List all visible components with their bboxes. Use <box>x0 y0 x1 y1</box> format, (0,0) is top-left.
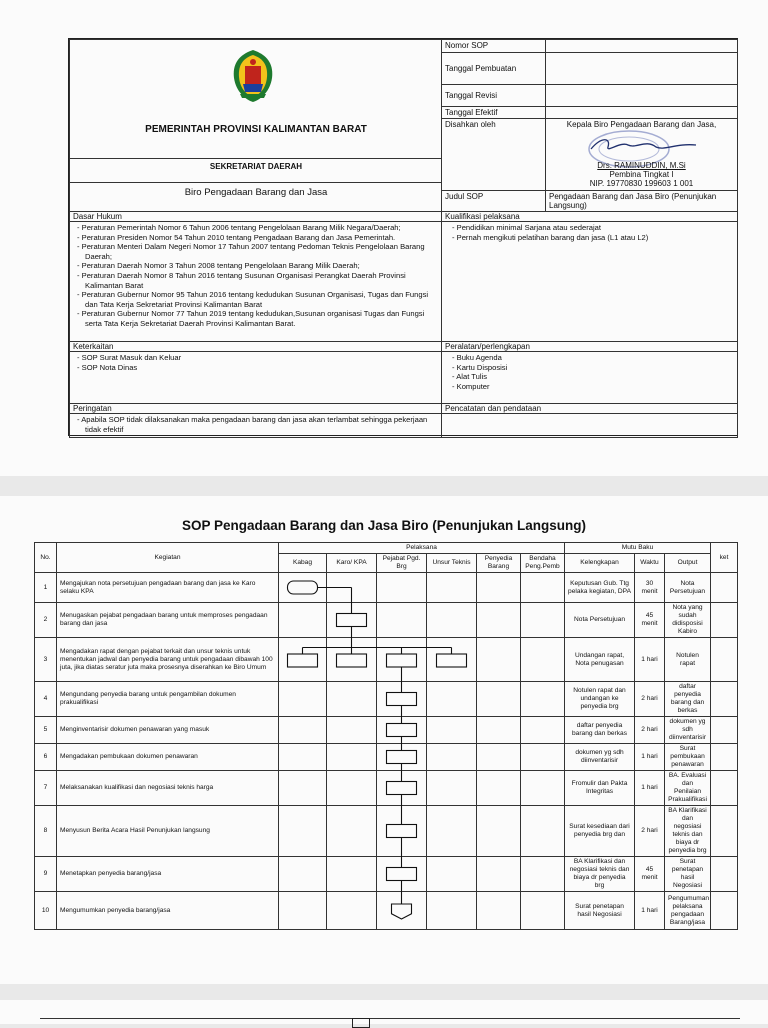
lane-unsur <box>427 857 477 892</box>
lane-unsur <box>427 744 477 771</box>
keterkaitan-item: - SOP Nota Dinas <box>73 363 438 373</box>
pencatatan-cell <box>442 404 738 438</box>
row-kelengkapan: dokumen yg sdh diinventarisir <box>565 744 635 771</box>
dept-title: SEKRETARIAT DAERAH <box>209 162 303 171</box>
lane-pejabat <box>377 771 427 806</box>
next-page-process-box <box>352 1018 370 1028</box>
gov-title: PEMERINTAH PROVINSI KALIMANTAN BARAT <box>145 124 367 135</box>
table-row <box>35 771 738 806</box>
row-waktu: 2 hari <box>635 717 665 744</box>
sop-cover-sheet <box>68 38 738 436</box>
dasar-hukum-item: - Peraturan Menteri Dalam Negeri Nomor 17 Tahun 2007 tentang Pedoman Teknis Pengelolaan Barang Daerah; <box>73 242 438 261</box>
lane-karo <box>327 573 377 603</box>
lane-kabag <box>279 771 327 806</box>
row-ket <box>711 771 738 806</box>
row-no: 1 <box>35 573 57 603</box>
col-pelaksana: Pelaksana <box>279 543 565 554</box>
col-kelengkapan: Kelengkapan <box>565 554 635 573</box>
value-tanggal-revisi <box>546 85 738 107</box>
row-no: 3 <box>35 638 57 682</box>
lane-penyedia <box>477 573 521 603</box>
row-waktu: 1 hari <box>635 771 665 806</box>
lane-penyedia <box>477 682 521 717</box>
row-output: Surat penetapan hasil Negosiasi <box>665 857 711 892</box>
lane-karo <box>327 717 377 744</box>
lane-unsur <box>427 892 477 930</box>
label-tanggal-efektif: Tanggal Efektif <box>442 107 546 119</box>
lane-bendahara <box>521 771 565 806</box>
row-ket <box>711 892 738 930</box>
row-no: 9 <box>35 857 57 892</box>
lane-unsur <box>427 603 477 638</box>
label-judul-sop: Judul SOP <box>442 191 546 212</box>
row-kelengkapan: daftar penyedia barang dan berkas <box>565 717 635 744</box>
lane-penyedia <box>477 806 521 857</box>
lane-penyedia <box>477 892 521 930</box>
lane-karo <box>327 682 377 717</box>
row-output: Notulen rapat <box>665 638 711 682</box>
lane-kabag <box>279 857 327 892</box>
dasar-hukum-item: - Peraturan Gubernur Nomor 77 Tahun 2019 tentang kedudukan,Susunan organisasi Tugas dan Fungsi serta Tata Kerja Sekretariat Daerah Provinsi Kalimantan Barat. <box>73 309 438 328</box>
dasar-hukum-title: Dasar Hukum <box>70 212 441 222</box>
row-ket <box>711 744 738 771</box>
row-ket <box>711 717 738 744</box>
lane-bendahara <box>521 603 565 638</box>
keterkaitan-item: - SOP Surat Masuk dan Keluar <box>73 353 438 363</box>
lane-karo <box>327 603 377 638</box>
dasar-hukum-item: - Peraturan Pemerintah Nomor 6 Tahun 2006 tentang Pengelolaan Barang Milik Negara/Daerah; <box>73 223 438 233</box>
row-kelengkapan: Nota Persetujuan <box>565 603 635 638</box>
row-no: 10 <box>35 892 57 930</box>
row-ket <box>711 682 738 717</box>
lane-penyedia <box>477 771 521 806</box>
lane-kabag <box>279 573 327 603</box>
row-no: 4 <box>35 682 57 717</box>
kualifikasi-cell <box>442 212 738 342</box>
next-page-partial <box>0 1000 768 1024</box>
col-role: Kabag <box>279 554 327 573</box>
table-row <box>35 682 738 717</box>
lane-unsur <box>427 682 477 717</box>
lane-bendahara <box>521 717 565 744</box>
table-row <box>35 892 738 930</box>
signature <box>586 135 706 155</box>
lane-pejabat <box>377 682 427 717</box>
row-output: Surat pembukaan penawaran <box>665 744 711 771</box>
peralatan-cell <box>442 342 738 404</box>
lane-pejabat <box>377 857 427 892</box>
lane-pejabat <box>377 573 427 603</box>
row-waktu: 1 hari <box>635 744 665 771</box>
lane-pejabat <box>377 603 427 638</box>
lane-karo <box>327 857 377 892</box>
lane-kabag <box>279 603 327 638</box>
peringatan-cell <box>70 404 442 438</box>
pencatatan-title: Pencatatan dan pendataan <box>442 404 737 414</box>
lane-kabag <box>279 892 327 930</box>
lane-unsur <box>427 771 477 806</box>
sop-cover-table <box>69 39 738 438</box>
kualifikasi-title: Kualifikasi pelaksana <box>442 212 737 222</box>
col-role: Unsur Teknis <box>427 554 477 573</box>
lane-penyedia <box>477 857 521 892</box>
row-output: BA. Evaluasi dan Penilaian Prakualifikasi <box>665 771 711 806</box>
peralatan-item: - Alat Tulis <box>448 372 734 382</box>
table-row <box>35 857 738 892</box>
lane-unsur <box>427 717 477 744</box>
kualifikasi-list <box>442 222 737 242</box>
label-tanggal-revisi: Tanggal Revisi <box>442 85 546 107</box>
row-kegiatan: Melaksanakan kualifikasi dan negosiasi teknis harga <box>57 771 279 806</box>
lane-bendahara <box>521 744 565 771</box>
dasar-hukum-item: - Peraturan Gubernur Nomor 95 Tahun 2016 tentang kedudukan Susunan Organisasi, Tugas dan Fungsi dan Tata Kerja Sekretariat Provinsi Kalimantan Barat <box>73 290 438 309</box>
label-nomor-sop: Nomor SOP <box>442 40 546 53</box>
lane-pejabat <box>377 744 427 771</box>
dasar-hukum-item: - Peraturan Daerah Nomor 3 Tahun 2008 tentang Pengelolaan Barang Milik Daerah; <box>73 261 438 271</box>
row-waktu: 2 hari <box>635 806 665 857</box>
lane-unsur <box>427 806 477 857</box>
lane-penyedia <box>477 638 521 682</box>
row-ket <box>711 603 738 638</box>
row-output: Nota yang sudah didisposisi Kabiro <box>665 603 711 638</box>
col-role: Penyedia Barang <box>477 554 521 573</box>
peralatan-item: - Komputer <box>448 382 734 392</box>
peralatan-title: Peralatan/perlengkapan <box>442 342 737 352</box>
row-kelengkapan: Surat penetapan hasil Negosiasi <box>565 892 635 930</box>
row-output: daftar penyedia barang dan berkas <box>665 682 711 717</box>
row-no: 2 <box>35 603 57 638</box>
lane-kabag <box>279 744 327 771</box>
lane-penyedia <box>477 717 521 744</box>
value-tanggal-efektif <box>546 107 738 119</box>
flowchart-table <box>34 542 738 930</box>
row-no: 7 <box>35 771 57 806</box>
kualifikasi-item: - Pendidikan minimal Sarjana atau sederajat <box>448 223 734 233</box>
lane-pejabat <box>377 806 427 857</box>
value-judul-sop: Pengadaan Barang dan Jasa Biro (Penunjukan Langsung) <box>546 191 738 212</box>
lane-bendahara <box>521 892 565 930</box>
approval-name: Drs. RAMINUDDIN, M.Si <box>597 161 686 170</box>
col-role: Pejabat Pgd. Brg <box>377 554 427 573</box>
lane-pejabat <box>377 717 427 744</box>
lane-bendahara <box>521 682 565 717</box>
table-row <box>35 744 738 771</box>
row-kegiatan: Mengumumkan penyedia barang/jasa <box>57 892 279 930</box>
row-kelengkapan: Surat kesediaan dari penyedia brg dan <box>565 806 635 857</box>
flowchart-table-wrap <box>34 542 737 930</box>
row-waktu: 2 hari <box>635 682 665 717</box>
approval-block <box>546 119 738 191</box>
row-ket <box>711 638 738 682</box>
row-ket <box>711 573 738 603</box>
approval-nip: NIP. 19770830 199603 1 001 <box>589 179 694 188</box>
lane-bendahara <box>521 806 565 857</box>
lane-unsur <box>427 638 477 682</box>
lane-bendahara <box>521 573 565 603</box>
col-kegiatan: Kegiatan <box>57 543 279 573</box>
col-role: Bendaha Peng.Pemb <box>521 554 565 573</box>
table-row <box>35 717 738 744</box>
table-row <box>35 806 738 857</box>
peralatan-list <box>442 352 737 391</box>
flowchart-body <box>35 573 738 930</box>
table-row <box>35 573 738 603</box>
table-row <box>35 638 738 682</box>
lane-karo <box>327 892 377 930</box>
row-no: 5 <box>35 717 57 744</box>
lane-pejabat <box>377 892 427 930</box>
dasar-hukum-item: - Peraturan Daerah Nomor 8 Tahun 2016 tentang Susunan Organisasi Perangkat Daerah Provinsi Kalimantan Barat <box>73 271 438 290</box>
peringatan-list <box>70 414 441 435</box>
dasar-hukum-item: - Peraturan Presiden Nomor 54 Tahun 2010 tentang Pengadaan Barang dan Jasa Pemerintah. <box>73 233 438 243</box>
approval-title: Kepala Biro Pengadaan Barang dan Jasa, <box>566 120 717 129</box>
kualifikasi-item: - Pernah mengikuti pelatihan barang dan jasa (L1 atau L2) <box>448 233 734 243</box>
lane-kabag <box>279 638 327 682</box>
row-kelengkapan: Notulen rapat dan undangan ke penyedia brg <box>565 682 635 717</box>
peringatan-item: - Apabila SOP tidak dilaksanakan maka pengadaan barang dan jasa akan terlambat sehingga pekerjaan tidak efektif <box>73 415 438 434</box>
lane-penyedia <box>477 744 521 771</box>
row-output: dokumen yg sdh diinventarisir <box>665 717 711 744</box>
header-block <box>70 40 442 212</box>
provincial-logo <box>230 48 276 104</box>
peralatan-item: - Buku Agenda <box>448 353 734 363</box>
row-no: 6 <box>35 744 57 771</box>
peringatan-title: Peringatan <box>70 404 441 414</box>
row-no: 8 <box>35 806 57 857</box>
col-output: Output <box>665 554 711 573</box>
lane-kabag <box>279 682 327 717</box>
row-kegiatan: Menugaskan pejabat pengadaan barang untuk memproses pengadaan barang dan jasa <box>57 603 279 638</box>
label-disahkan-oleh: Disahkan oleh <box>442 119 546 191</box>
flowchart-title: SOP Pengadaan Barang dan Jasa Biro (Penunjukan Langsung) <box>181 518 587 533</box>
keterkaitan-title: Keterkaitan <box>70 342 441 352</box>
row-kelengkapan: Fromulir dan Pakta Integritas <box>565 771 635 806</box>
lane-bendahara <box>521 638 565 682</box>
col-ket: ket <box>711 543 738 573</box>
row-kelengkapan: Undangan rapat, Nota penugasan <box>565 638 635 682</box>
row-ket <box>711 806 738 857</box>
dasar-hukum-cell <box>70 212 442 342</box>
value-tanggal-pembuatan <box>546 53 738 85</box>
lane-bendahara <box>521 857 565 892</box>
value-nomor-sop <box>546 40 738 53</box>
col-mutu-baku: Mutu Baku <box>565 543 711 554</box>
lane-kabag <box>279 806 327 857</box>
row-kegiatan: Menetapkan penyedia barang/jasa <box>57 857 279 892</box>
lane-pejabat <box>377 638 427 682</box>
row-kegiatan: Mengadakan pembukaan dokumen penawaran <box>57 744 279 771</box>
col-waktu: Waktu <box>635 554 665 573</box>
row-output: Nota Persetujuan <box>665 573 711 603</box>
row-output: Pengumuman pelaksana pengadaan Barang/jasa <box>665 892 711 930</box>
lane-karo <box>327 638 377 682</box>
lane-unsur <box>427 573 477 603</box>
row-waktu: 1 hari <box>635 892 665 930</box>
row-kegiatan: Mengajukan nota persetujuan pengadaan barang dan jasa ke Karo selaku KPA <box>57 573 279 603</box>
lane-karo <box>327 771 377 806</box>
dasar-hukum-list <box>70 222 441 330</box>
keterkaitan-list <box>70 352 441 373</box>
col-role: Karo/ KPA <box>327 554 377 573</box>
table-row <box>35 603 738 638</box>
row-waktu: 1 hari <box>635 638 665 682</box>
sop-flowchart-page <box>0 496 768 984</box>
row-output: BA Klarifikasi dan negosiasi teknis dan biaya dr penyedia brg <box>665 806 711 857</box>
row-waktu: 45 menit <box>635 603 665 638</box>
lane-kabag <box>279 717 327 744</box>
peralatan-item: - Kartu Disposisi <box>448 363 734 373</box>
row-kelengkapan: BA Klarifikasi dan negosiasi teknis dan biaya dr penyedia brg <box>565 857 635 892</box>
lane-penyedia <box>477 603 521 638</box>
row-kegiatan: Mengadakan rapat dengan pejabat terkait dan unsur teknis untuk menentukan jadwal dan penyedia barang untuk pengadaan dibawah 100 juta, jika diatas seratur juta maka prosesnya diserahkan ke Biro Umum <box>57 638 279 682</box>
col-no: No. <box>35 543 57 573</box>
row-waktu: 45 menit <box>635 857 665 892</box>
lane-karo <box>327 806 377 857</box>
lane-karo <box>327 744 377 771</box>
label-tanggal-pembuatan: Tanggal Pembuatan <box>442 53 546 85</box>
row-waktu: 30 menit <box>635 573 665 603</box>
unit-title: Biro Pengadaan Barang dan Jasa <box>184 187 328 198</box>
keterkaitan-cell <box>70 342 442 404</box>
row-kelengkapan: Keputusan Gub. Ttg pelaka kegiatan, DPA <box>565 573 635 603</box>
approval-rank: Pembina Tingkat I <box>609 170 674 179</box>
row-kegiatan: Mengundang penyedia barang untuk pengambilan dokumen prakualifikasi <box>57 682 279 717</box>
row-kegiatan: Menyusun Berita Acara Hasil Penunjukan langsung <box>57 806 279 857</box>
sop-cover-page <box>0 0 768 476</box>
row-kegiatan: Menginventarisir dokumen penawaran yang masuk <box>57 717 279 744</box>
row-ket <box>711 857 738 892</box>
